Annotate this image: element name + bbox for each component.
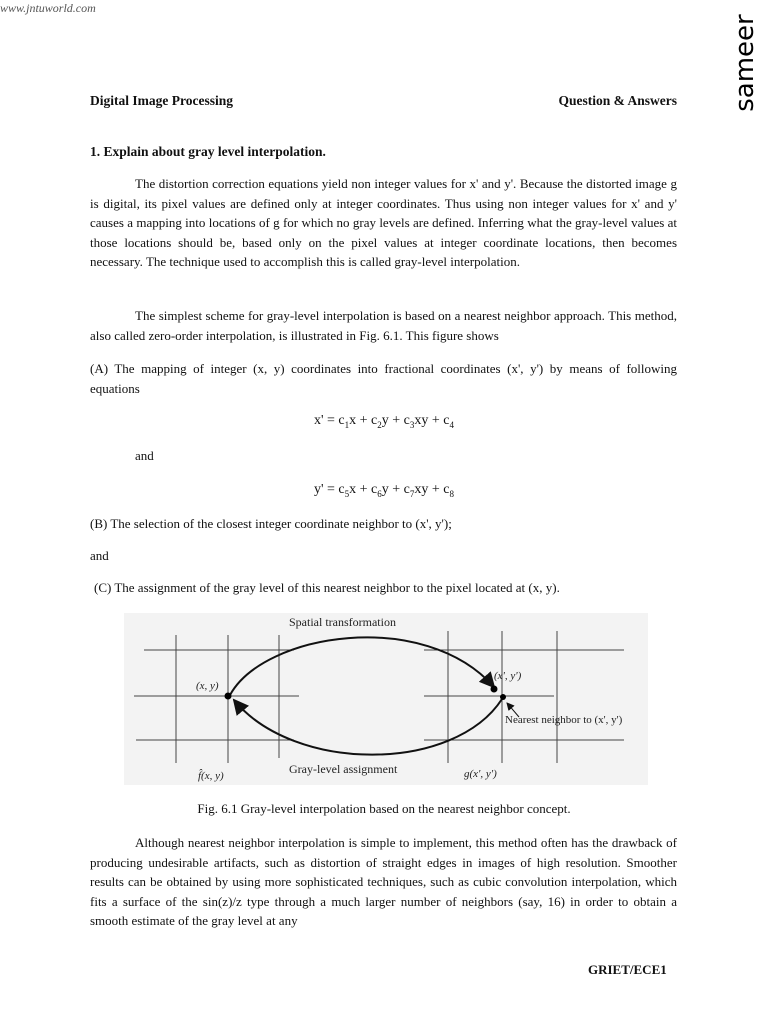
and-text-2: and <box>90 548 109 563</box>
side-label: sameer <box>730 14 760 112</box>
label-gray-level-assignment: Gray-level assignment <box>289 762 398 776</box>
paragraph-6: Although nearest neighbor interpolation is simple to implement, this method often has the drawback of producing undesirable artifacts, such as distortion of straight edges in images of high resolution. Smoother results can be obtained by using more sophisticated techniques, such as cubic convolution interpolation, which fits a surface of the sin(z)/z type through a much larger number of neighbors (say, 16) in order to obtain a smooth estimate of the gray level at any <box>90 835 677 929</box>
paragraph-4: (B) The selection of the closest integer coordinate neighbor to (x', y'); <box>90 516 452 531</box>
point-nearest <box>500 694 506 700</box>
spatial-transformation-arrow <box>230 637 494 695</box>
label-xy: (x, y) <box>196 680 219 692</box>
page-header <box>90 93 677 109</box>
label-nearest-neighbor: Nearest neighbor to (x', y') <box>505 714 623 726</box>
equation-y: $y' = c_5x + c_6y + c_7xy + c_8$ <box>314 482 454 499</box>
left-grid <box>134 635 299 763</box>
label-f-hat: f̂(x, y) <box>198 770 224 782</box>
figure-nearest-neighbor <box>124 613 648 785</box>
paragraph-5: (C) The assignment of the gray level of this nearest neighbor to the pixel located at (x, y). <box>94 580 560 595</box>
question-title: 1. Explain about gray level interpolation. <box>90 144 326 159</box>
paragraph-1: The distortion correction equations yield non integer values for x' and y'. Because the distorted image g is digital, its pixel values are defined only at integer coordinates. Thus using non integer values for x' and y' causes a mapping into locations of g for which no gray levels are defined. Inferring what the gray-level values at those locations should be, based only on the pixel values at integer coordinate locations, then becomes necessary. The technique used to accomplish this is called gray-level interpolation. <box>90 176 677 270</box>
figure-diagram <box>124 613 648 785</box>
header-subject: Digital Image Processing <box>90 93 233 108</box>
gray-level-assignment-arrow <box>234 699 502 755</box>
watermark: www.jntuworld.com <box>0 1 96 15</box>
and-text-1: and <box>135 448 154 463</box>
point-xy <box>225 693 232 700</box>
right-grid <box>424 631 624 763</box>
paragraph-3: (A) The mapping of integer (x, y) coordinates into fractional coordinates (x', y') by means of following equations <box>90 361 677 396</box>
paragraph-2: The simplest scheme for gray-level interpolation is based on a nearest neighbor approach. This method, also called zero-order interpolation, is illustrated in Fig. 6.1. This figure shows <box>90 308 677 343</box>
point-xpyp <box>491 686 498 693</box>
figure-caption: Fig. 6.1 Gray-level interpolation based on the nearest neighbor concept. <box>197 801 571 816</box>
page-footer: GRIET/ECE1 <box>588 962 667 977</box>
label-spatial-transformation: Spatial transformation <box>289 615 396 629</box>
label-xpyp: (x', y') <box>494 670 522 682</box>
label-g: g(x', y') <box>464 768 497 780</box>
equation-x: $x' = c_1x + c_2y + c_3xy + c_4$ <box>314 413 454 430</box>
header-section: Question & Answers <box>558 93 677 108</box>
